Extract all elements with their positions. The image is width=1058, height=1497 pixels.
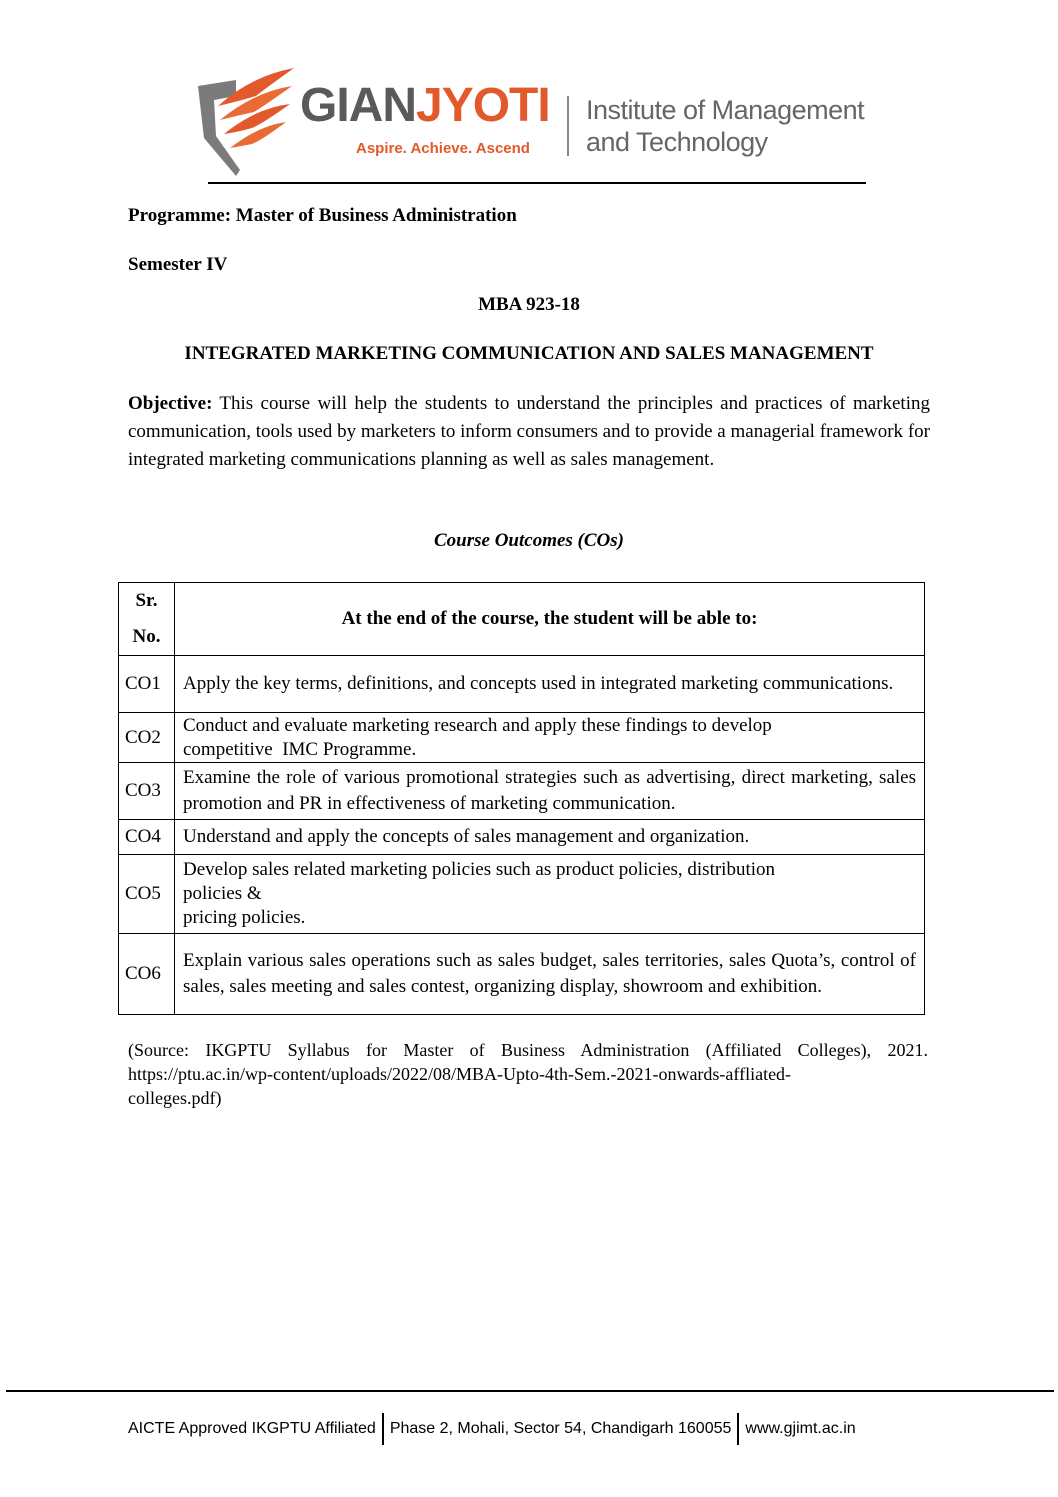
course-outcomes-table	[118, 582, 925, 1015]
course-outcomes-heading: Course Outcomes (COs)	[433, 530, 624, 551]
co-id: CO3	[119, 763, 175, 820]
brand-gian: GIAN	[300, 79, 416, 132]
co-description: Explain various sales operations such as sales budget, sales territories, sales Quota’s, control of sales, sales meeting and sales contest, organizing display, showroom and exhibition.	[175, 934, 925, 1015]
co-description: Apply the key terms, definitions, and concepts used in integrated marketing communications.	[175, 656, 925, 713]
footer-separator	[737, 1413, 739, 1445]
co-description-line: competitive IMC Programme.	[183, 738, 417, 760]
table-row	[119, 656, 925, 713]
sr-header-line-2: No.	[132, 626, 161, 647]
institute-line-1: Institute of Management	[586, 95, 865, 125]
table-row	[119, 855, 925, 934]
semester-line: Semester IV	[128, 254, 228, 275]
footer-address: Phase 2, Mohali, Sector 54, Chandigarh 160055	[389, 1420, 732, 1437]
table-row	[119, 820, 925, 855]
co-id: CO1	[119, 656, 175, 713]
co-id: CO5	[119, 855, 175, 934]
course-code: MBA 923-18	[478, 294, 580, 315]
institute-logo	[196, 66, 866, 178]
objective-label: Objective:	[128, 393, 213, 414]
source-note	[128, 1038, 928, 1110]
co-description-line: pricing policies.	[183, 907, 306, 928]
header-rule	[208, 182, 866, 184]
objective-text: This course will help the students to understand the principles and practices of marketing communication, tools used by marketers to inform consumers and to provide a managerial framework for integrated marketing communications planning as well as sales management.	[128, 393, 930, 470]
brand-tagline: Aspire. Achieve. Ascend	[356, 140, 530, 157]
co-id: CO4	[119, 820, 175, 855]
brand-name	[300, 80, 550, 132]
footer-rule	[6, 1390, 1054, 1392]
footer-affiliation: AICTE Approved IKGPTU Affiliated	[128, 1420, 376, 1437]
shield-wings-icon	[196, 66, 296, 178]
table-row	[119, 713, 925, 763]
course-title: INTEGRATED MARKETING COMMUNICATION AND SALES MANAGEMENT	[184, 343, 874, 364]
table-row	[119, 763, 925, 820]
footer-separator	[382, 1413, 384, 1445]
co-description: Examine the role of various promotional strategies such as advertising, direct marketing, sales promotion and PR in effectiveness of marketing communication.	[175, 763, 925, 820]
institute-name	[586, 94, 864, 158]
co-description	[175, 855, 925, 934]
co-description-line: Conduct and evaluate marketing research and apply these findings to develop	[183, 714, 772, 736]
table-header-row	[119, 583, 925, 656]
footer-website: www.gjimt.ac.in	[745, 1420, 856, 1437]
logo-divider	[567, 96, 569, 156]
co-description-line: policies &	[183, 883, 262, 904]
source-line-2: https://ptu.ac.in/wp-content/uploads/2022/08/MBA-Upto-4th-Sem.-2021-onwards-affliated-	[128, 1064, 792, 1084]
co-id: CO2	[119, 713, 175, 763]
co-description-line: Develop sales related marketing policies such as product policies, distribution	[183, 859, 776, 880]
institute-line-2: and Technology	[586, 127, 768, 157]
source-line-1: (Source: IKGPTU Syllabus for Master of Business Administration (Affiliated Colleges), 2021.	[128, 1040, 928, 1060]
sr-header-line-1: Sr.	[135, 590, 158, 611]
page-footer	[128, 1413, 856, 1445]
brand-jyoti: JYOTI	[416, 79, 550, 132]
co-description: Understand and apply the concepts of sales management and organization.	[175, 820, 925, 855]
source-line-3: colleges.pdf)	[128, 1088, 222, 1108]
outcome-header: At the end of the course, the student will be able to:	[175, 583, 925, 656]
objective-paragraph	[128, 390, 930, 474]
co-id: CO6	[119, 934, 175, 1015]
co-description	[175, 713, 925, 763]
sr-no-header	[119, 583, 175, 656]
table-row	[119, 934, 925, 1015]
programme-line: Programme: Master of Business Administration	[128, 205, 517, 226]
